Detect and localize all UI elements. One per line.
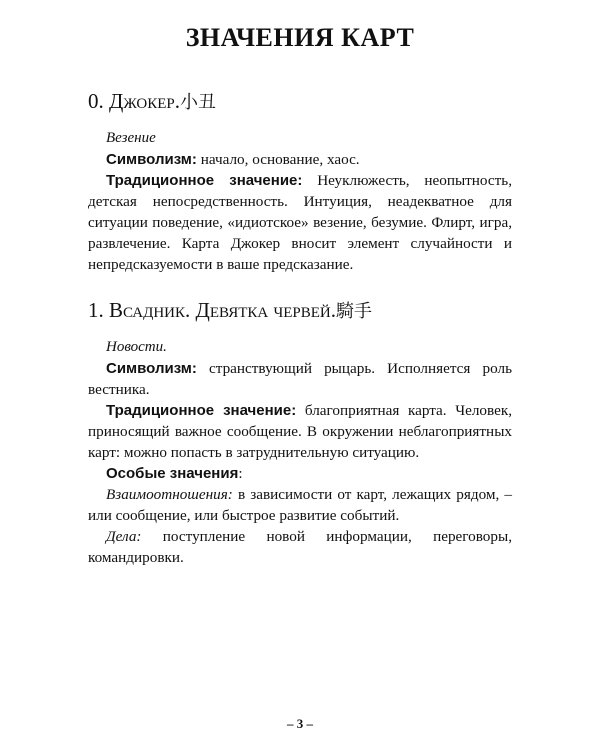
page-title: ЗНАЧЕНИЯ КАРТ <box>185 23 415 52</box>
section-heading-text: 0. Джокер. <box>88 89 180 113</box>
section-heading-cjk: 小丑 <box>179 92 216 113</box>
traditional-label: Традиционное значение: <box>106 172 303 189</box>
section-subtitle: Новости. <box>106 339 167 355</box>
page-body <box>88 22 512 590</box>
traditional-label: Традиционное значение: <box>106 402 297 419</box>
symbolism-label: Символизм: <box>106 151 197 168</box>
traditional-paragraph <box>88 170 512 275</box>
symbolism-paragraph <box>88 358 512 400</box>
affairs-paragraph <box>88 526 512 568</box>
symbolism-label: Символизм: <box>106 360 197 377</box>
special-meanings-paragraph <box>88 463 512 484</box>
section-heading-text: 1. Всадник. Девятка червей. <box>88 298 337 322</box>
traditional-text: Неуклюжесть, неопытность, детская непосредственность. Интуиция, неадекватное для ситуации поведение, «идиотское» везение, безумие. Флирт, игра, развлечение. Карта Джокер вносит элемент случайности и непредсказуемости в ваше предсказание. <box>88 172 513 273</box>
traditional-text: благоприятная карта. Человек, приносящий важное сообщение. В окружении неблагоприятных карт: можно попасть в затруднительную ситуацию. <box>88 402 512 461</box>
symbolism-text: странствующий рыцарь. Исполняется роль вестника. <box>88 360 512 398</box>
section-subtitle: Везение <box>106 130 156 146</box>
symbolism-paragraph <box>88 149 512 170</box>
relations-label: Взаимоотношения: <box>106 486 233 503</box>
relations-text: в зависимости от карт, лежащих рядом, – или сообщение, или быстрое развитие событий. <box>88 486 512 524</box>
special-meanings-colon: : <box>238 465 243 482</box>
page-number: – 3 – <box>287 716 313 731</box>
relations-paragraph <box>88 484 512 526</box>
section-joker <box>88 88 512 275</box>
section-heading <box>88 297 512 325</box>
section-heading <box>88 88 512 116</box>
affairs-text: поступление новой информации, переговоры, командировки. <box>88 528 512 566</box>
traditional-paragraph <box>88 400 512 463</box>
symbolism-text: начало, основание, хаос. <box>196 151 360 168</box>
special-meanings-label: Особые значения <box>106 465 239 482</box>
affairs-label: Дела: <box>106 528 142 545</box>
section-heading-cjk: 騎手 <box>336 301 373 322</box>
section-rider <box>88 297 512 568</box>
